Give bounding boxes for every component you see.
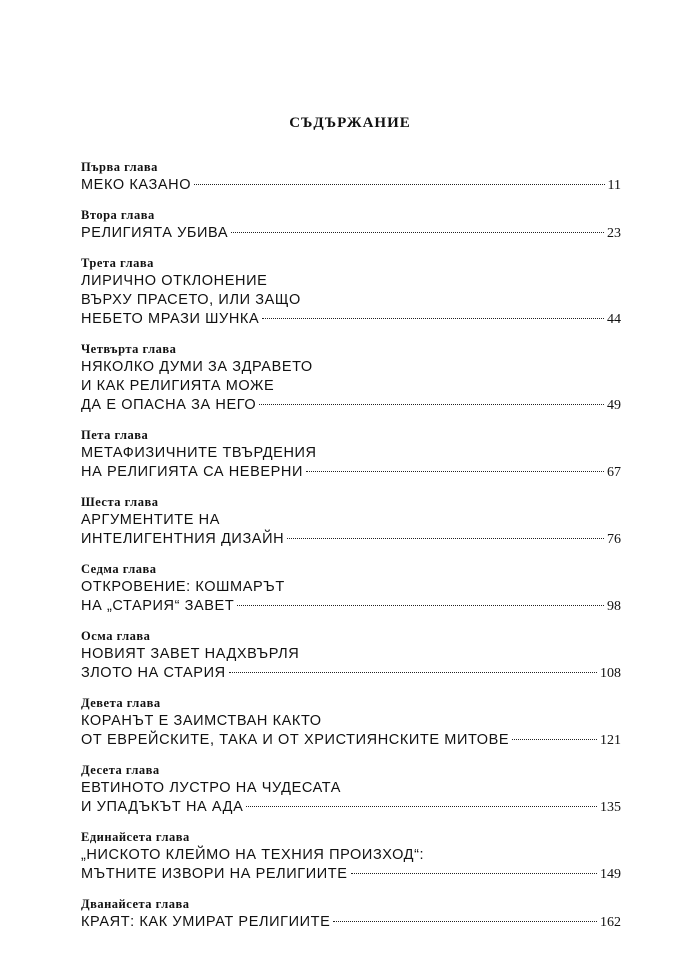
page-number: 108	[600, 666, 621, 681]
toc-entry[interactable]	[81, 895, 621, 932]
chapter-title-line: НОВИЯТ ЗАВЕТ НАДХВЪРЛЯ	[81, 646, 300, 662]
chapter-title-line: ЗЛОТО НА СТАРИЯ	[81, 665, 226, 681]
chapter-title-line: ДА Е ОПАСНА ЗА НЕГО	[81, 397, 257, 413]
dot-leader	[351, 872, 597, 874]
dot-leader	[287, 537, 604, 539]
chapter-title-row	[81, 731, 621, 750]
page-number: 135	[600, 800, 621, 815]
chapter-label: Десета глава	[81, 763, 160, 777]
toc-title: СЪДЪРЖАНИЕ	[289, 115, 411, 131]
toc-entry[interactable]	[81, 340, 621, 415]
chapter-title-line: МЪТНИТЕ ИЗВОРИ НА РЕЛИГИИТЕ	[81, 866, 348, 882]
chapter-title-row	[81, 597, 621, 616]
chapter-title-line: КОРАНЪТ Е ЗАИМСТВАН КАКТО	[81, 713, 322, 729]
chapter-label: Втора глава	[81, 208, 155, 222]
chapter-label: Единайсета глава	[81, 830, 190, 844]
toc-entry[interactable]	[81, 828, 621, 884]
chapter-title-line: АРГУМЕНТИТЕ НА	[81, 512, 221, 528]
page-number: 149	[600, 867, 621, 882]
chapter-title-line: ИНТЕЛИГЕНТНИЯ ДИЗАЙН	[81, 531, 285, 547]
chapter-title-row	[81, 664, 621, 683]
chapter-title-line: НА РЕЛИГИЯТА СА НЕВЕРНИ	[81, 464, 303, 480]
chapter-title-row	[81, 176, 621, 195]
chapter-title-line: НЯКОЛКО ДУМИ ЗА ЗДРАВЕТО	[81, 359, 313, 375]
dot-leader	[194, 183, 604, 185]
page-number: 67	[607, 465, 621, 480]
dot-leader	[259, 403, 604, 405]
toc-entry[interactable]	[81, 694, 621, 750]
chapter-title-line: ЛИРИЧНО ОТКЛОНЕНИЕ	[81, 273, 268, 289]
toc-entry[interactable]	[81, 493, 621, 549]
chapter-title-line: МЕКО КАЗАНО	[81, 177, 192, 193]
chapter-title-line: МЕТАФИЗИЧНИТЕ ТВЪРДЕНИЯ	[81, 445, 317, 461]
table-of-contents	[81, 158, 621, 943]
chapter-title-row	[81, 310, 621, 329]
chapter-title-row	[81, 463, 621, 482]
chapter-title-row	[81, 865, 621, 884]
dot-leader	[333, 920, 597, 922]
dot-leader	[512, 738, 597, 740]
chapter-title-line: И КАК РЕЛИГИЯТА МОЖЕ	[81, 378, 275, 394]
chapter-title-line: „НИСКОТО КЛЕЙМО НА ТЕХНИЯ ПРОИЗХОД“:	[81, 847, 425, 863]
chapter-title-line: И УПАДЪКЪТ НА АДА	[81, 799, 244, 815]
chapter-title-row	[81, 396, 621, 415]
dot-leader	[262, 317, 604, 319]
chapter-title-line: ОТ ЕВРЕЙСКИТЕ, ТАКА И ОТ ХРИСТИЯНСКИТЕ МИТОВЕ	[81, 732, 510, 748]
chapter-title-row	[81, 913, 621, 932]
page-number: 49	[607, 398, 621, 413]
chapter-label: Осма глава	[81, 629, 151, 643]
page-number: 44	[607, 312, 621, 327]
dot-leader	[229, 671, 597, 673]
chapter-label: Първа глава	[81, 160, 158, 174]
toc-entry[interactable]	[81, 158, 621, 195]
page-number: 23	[607, 226, 621, 241]
chapter-label: Шеста глава	[81, 495, 159, 509]
chapter-label: Пета глава	[81, 428, 149, 442]
chapter-label: Дванайсета глава	[81, 897, 190, 911]
chapter-title-line: ОТКРОВЕНИЕ: КОШМАРЪТ	[81, 579, 285, 595]
toc-entry[interactable]	[81, 761, 621, 817]
chapter-label: Седма глава	[81, 562, 157, 576]
chapter-label: Девета глава	[81, 696, 161, 710]
toc-entry[interactable]	[81, 254, 621, 329]
page-number: 121	[600, 733, 621, 748]
dot-leader	[237, 604, 604, 606]
chapter-title-row	[81, 224, 621, 243]
chapter-title-line: ЕВТИНОТО ЛУСТРО НА ЧУДЕСАТА	[81, 780, 341, 796]
toc-entry[interactable]	[81, 627, 621, 683]
dot-leader	[231, 231, 604, 233]
page-number: 76	[607, 532, 621, 547]
chapter-title-line: РЕЛИГИЯТА УБИВА	[81, 225, 229, 241]
chapter-title-row	[81, 798, 621, 817]
page-number: 11	[607, 178, 621, 193]
chapter-title-line: НЕБЕТО МРАЗИ ШУНКА	[81, 311, 260, 327]
page-number: 162	[600, 915, 621, 930]
toc-entry[interactable]	[81, 560, 621, 616]
toc-entry[interactable]	[81, 426, 621, 482]
dot-leader	[306, 470, 604, 472]
chapter-title-line: НА „СТАРИЯ“ ЗАВЕТ	[81, 598, 235, 614]
chapter-label: Четвърта глава	[81, 342, 177, 356]
chapter-title-row	[81, 530, 621, 549]
chapter-title-line: ВЪРХУ ПРАСЕТО, ИЛИ ЗАЩО	[81, 292, 301, 308]
dot-leader	[246, 805, 597, 807]
chapter-label: Трета глава	[81, 256, 154, 270]
chapter-title-line: КРАЯТ: КАК УМИРАТ РЕЛИГИИТЕ	[81, 914, 331, 930]
toc-entry[interactable]	[81, 206, 621, 243]
page-number: 98	[607, 599, 621, 614]
